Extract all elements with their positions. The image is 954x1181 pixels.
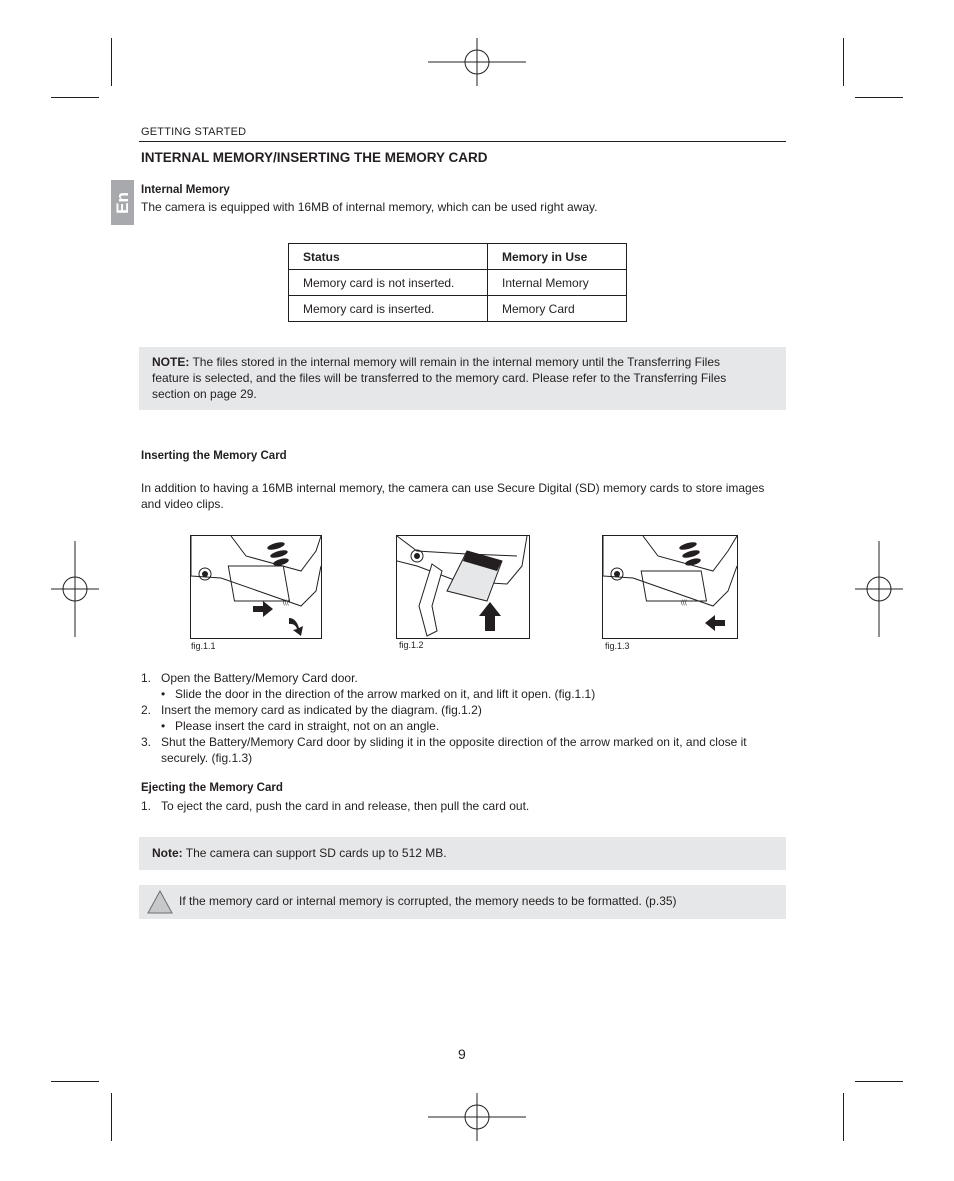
warning-triangle-icon — [147, 890, 173, 914]
internal-memory-heading: Internal Memory — [141, 184, 230, 196]
note-box — [139, 347, 786, 410]
svg-text:(((: ((( — [681, 600, 687, 606]
crop-mark — [843, 1093, 844, 1141]
table-header-cell: Status — [289, 244, 488, 270]
note-label: Note: — [152, 846, 183, 860]
svg-text:(((: ((( — [283, 600, 289, 606]
note-text: The camera can support SD cards up to 512 MB. — [182, 846, 447, 860]
list-item: • Please insert the card in straight, not on an angle. — [161, 719, 440, 733]
crop-mark — [111, 38, 112, 86]
table-header-cell: Memory in Use — [488, 244, 627, 270]
registration-mark-icon — [428, 1093, 526, 1141]
language-tab — [111, 180, 134, 225]
memory-status-table — [288, 243, 627, 322]
table-cell: Memory Card — [488, 296, 627, 322]
header-rule — [139, 141, 786, 142]
crop-mark — [855, 97, 903, 98]
ejecting-step: 1. To eject the card, push the card in and release, then pull the card out. — [141, 799, 530, 813]
page-number: 9 — [458, 1046, 466, 1062]
figure-caption: fig.1.2 — [399, 640, 424, 650]
registration-mark-icon — [855, 541, 903, 637]
table-row — [289, 270, 627, 296]
figure-1-1 — [190, 535, 322, 639]
internal-memory-text: The camera is equipped with 16MB of internal memory, which can be used right away. — [141, 200, 598, 214]
list-item: • Slide the door in the direction of the arrow marked on it, and lift it open. (fig.1.1) — [161, 687, 596, 701]
inserting-text: In addition to having a 16MB internal memory, the camera can use Secure Digital (SD) memory cards to store images and video clips. — [141, 481, 765, 511]
inserting-heading: Inserting the Memory Card — [141, 450, 287, 462]
figure-1-2 — [396, 535, 530, 639]
list-item: 2. Insert the memory card as indicated by the diagram. (fig.1.2) — [141, 703, 482, 717]
figure-caption: fig.1.3 — [605, 641, 630, 651]
crop-mark — [111, 1093, 112, 1141]
crop-mark — [843, 38, 844, 86]
figure-1-3 — [602, 535, 738, 639]
list-item: 3. Shut the Battery/Memory Card door by sliding it in the opposite direction of the arrow marked on it, and close it securely. (fig.1.3) — [141, 735, 747, 765]
ejecting-heading: Ejecting the Memory Card — [141, 782, 283, 794]
list-item: 1. Open the Battery/Memory Card door. — [141, 671, 358, 685]
note-box — [139, 837, 786, 870]
table-cell: Memory card is inserted. — [289, 296, 488, 322]
instruction-steps — [141, 670, 791, 766]
section-label: GETTING STARTED — [141, 126, 247, 138]
warning-text: If the memory card or internal memory is corrupted, the memory needs to be formatted. (p.35) — [179, 894, 677, 908]
table-row — [289, 296, 627, 322]
page-title: INTERNAL MEMORY/INSERTING THE MEMORY CARD — [141, 150, 488, 165]
crop-mark — [855, 1081, 903, 1082]
language-tab-label: En — [112, 191, 132, 214]
registration-mark-icon — [428, 38, 526, 86]
note-label: NOTE: — [152, 355, 190, 369]
registration-mark-icon — [51, 541, 99, 637]
crop-mark — [51, 1081, 99, 1082]
table-cell: Memory card is not inserted. — [289, 270, 488, 296]
figure-caption: fig.1.1 — [191, 641, 216, 651]
warning-box — [139, 885, 786, 919]
table-cell: Internal Memory — [488, 270, 627, 296]
table-header-row — [289, 244, 627, 270]
note-text: The files stored in the internal memory will remain in the internal memory until the Transferring Files feature is selected, and the files will be transferred to the memory card. Please refer to the Transferring Files section on page 29. — [152, 355, 727, 401]
crop-mark — [51, 97, 99, 98]
